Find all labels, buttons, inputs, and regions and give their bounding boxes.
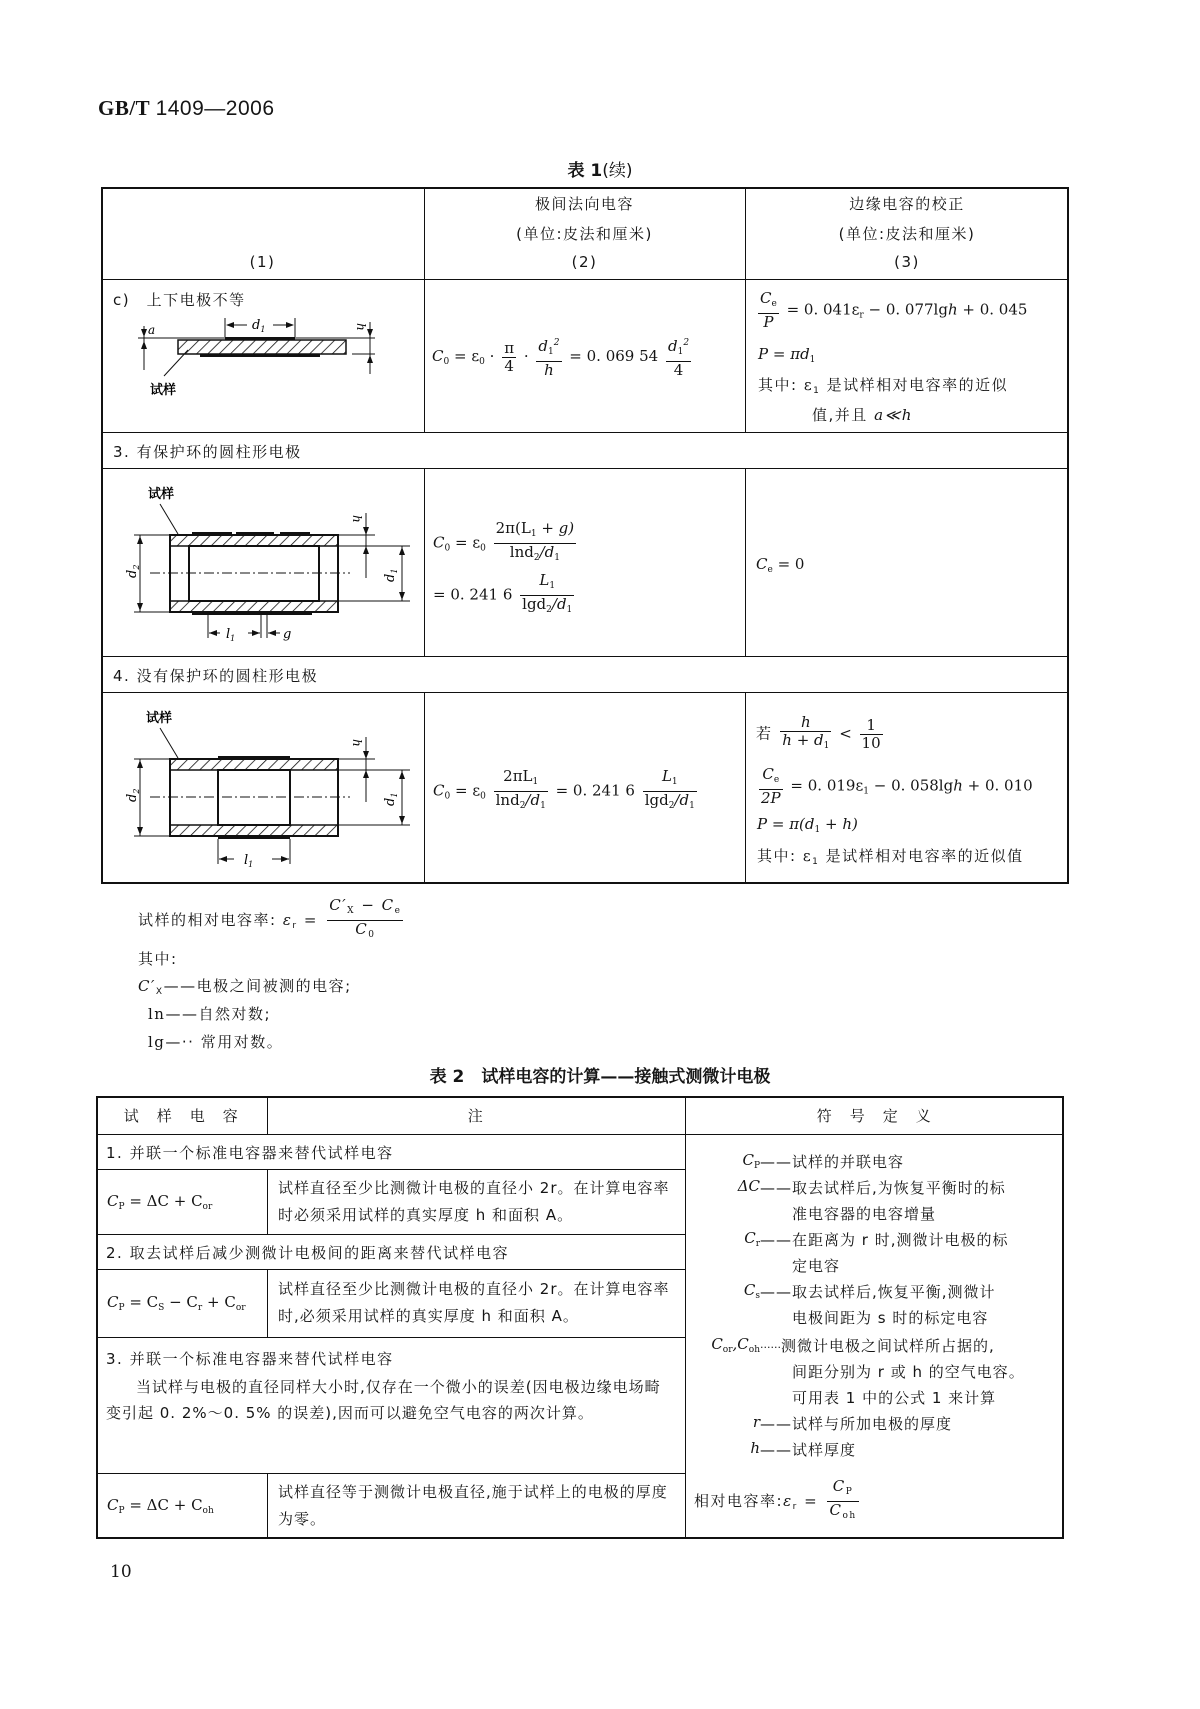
def-cor-coh-cont1: 间距分别为 r 或 h 的空气电容。 [792,1363,1025,1381]
frac-pi4 [502,340,516,375]
eps-sub: 0 [479,357,485,367]
def-symbol-r: r [752,1413,760,1431]
standard-number: 1409—2006 [155,97,275,120]
divider [745,692,746,884]
relative-permittivity-formula: 试样的相对电容率: $\varepsilon_r$ = $\frac{C'_X - C_e}{C_0}$ [138,897,406,944]
row-c-c0-formula [432,335,694,379]
divider [96,1269,685,1270]
divider [101,656,1069,657]
frac-h-hd1: $\frac{h}{h + d_1}$ [782,713,830,751]
t2-row2-formula: $C_P = C_S - C_r + C_{or}$ [107,1293,246,1313]
dim-d1: $d_1$ [383,568,399,582]
t2-section2-title: 2. 取去试样后减少测微计电极间的距离来替代试样电容 [106,1244,510,1262]
section3-c0-line1: $C_0 = \varepsilon_0$ $\frac{2\pi(L_1 + g)}{\ln d_2/d_1}$ [433,520,579,567]
t2-header-capacitance: 试 样 电 容 [123,1107,240,1125]
frac-cx-ce-c0: $\frac{C'_X - C_e}{C_0}$ [329,896,402,940]
divider [96,1473,685,1474]
table2-caption: 表 2 试样电容的计算——接触式测微计电极 [429,1067,771,1087]
page-number: 10 [110,1562,132,1582]
frac-cp-coh: $\frac{C_P}{C_{oh}}$ [829,1477,857,1521]
def-cs: ——取去试样后,恢复平衡,测微计 [760,1283,996,1301]
def-h: ——试样厚度 [760,1441,857,1459]
section3-title: 3. 有保护环的圆柱形电极 [113,443,302,461]
divider [101,468,1069,469]
dim-g: g [283,627,292,642]
divider [96,1337,685,1338]
dim-d1: $d_1$ [252,318,266,334]
specimen-label: 试样 [148,487,175,502]
frac-d1h [536,335,561,379]
divider [101,279,1069,280]
col1-index: (1) [249,253,276,271]
diagram-unguarded-cylinder [120,702,420,872]
t2-relative-permittivity: 相对电容率$:\varepsilon_r$ = $\frac{C_P}{C_{oh}}$ [694,1478,862,1525]
d1-squared: $d_1^2$ [666,335,691,362]
divider [101,692,1069,693]
t2-row3-formula: $C_P = \Delta C + C_{oh}$ [107,1496,214,1516]
coef: = 0. 069 54 [569,347,659,365]
col2-unit: (单位:皮法和厘米) [516,225,653,243]
divider [745,468,746,656]
dim-l1: $l_1$ [244,853,254,869]
pi: π [504,338,515,357]
divider [267,1169,268,1234]
divider [101,432,1069,433]
row-c-edge-line1: $\frac{C_e}{P}$ = 0. $041\varepsilon_r - 0$. 077lgh + 0. 045 [760,289,1028,331]
notes-where: 其中: [138,950,178,968]
row-c-edge-line2: $P = \pi d_1$ [758,345,816,365]
dim-h: h [350,515,364,523]
def-symbol-cr: $C_r$ [744,1229,760,1249]
divider [685,1096,686,1539]
note-item-ln: ln——自然对数; [148,1005,272,1023]
dim-l1: $l_1$ [226,627,236,643]
dim-a: a [148,323,156,337]
row-c-label: c) 上下电极不等 [113,291,246,309]
section4-edge-line4: 其中: $\varepsilon_1$ 是试样相对电容率的近似值 [757,847,1024,867]
dot: · [523,347,529,365]
h: h [544,361,554,379]
t2-section3-paragraph: 当试样与电极的直径同样大小时,仅存在一个微小的误差(因电极边缘电场畸变引起 0. 2%～0. 5% 的误差),因而可以避免空气电容的两次计算。 [106,1378,661,1422]
def-cor-coh: ······测微计电极之间试样所占据的, [760,1337,995,1355]
divider [267,1473,268,1539]
t2-section3-title: 3. 并联一个标准电容器来替代试样电容 [106,1350,394,1368]
col2-title: 极间法向电容 [534,195,634,213]
section4-title: 4. 没有保护环的圆柱形电极 [113,667,319,685]
frac-l1-lg: $\frac{L_1}{\lg d_2/d_1}$ [522,571,573,615]
frac-l1-lg: $\frac{L_1}{\lg d_2/d_1}$ [644,767,695,811]
section3-c0-line2: = 0. 241 6 $\frac{L_1}{\lg d_2/d_1}$ [433,572,577,619]
divider [96,1234,685,1235]
divider [267,1269,268,1337]
t2-row3-note: 试样直径等于测微计电极直径,施于试样上的电极的厚度为零。 [278,1483,668,1528]
row-c-edge-line4: 值,并且 a≪h [812,406,913,424]
section4-edge-line3: $P = \pi(d_1 + h)$ [757,815,858,835]
col3-title: 边缘电容的校正 [849,195,965,213]
standard-code [98,96,275,121]
section3-edge: $C_e = 0$ [756,555,805,575]
note-item-cx: $C'_X——$电极之间被测的电容; [138,977,352,997]
def-symbol-cp: $C_P$ [742,1151,760,1171]
t2-header-note: 注 [467,1107,485,1125]
def-symbol-cor-coh: $C_{or},C_{oh}$ [711,1335,760,1355]
frac-1-10: $\frac{1}{10}$ [861,716,881,752]
frac-ce-p: $\frac{C_e}{P}$ [760,289,777,331]
divider [424,468,425,656]
def-delta-c-cont: 准电容器的电容增量 [792,1205,937,1223]
dim-d1: $d_1$ [383,792,399,806]
divider [424,692,425,884]
eps: ε [471,347,480,365]
col3-index: (3) [894,253,920,271]
t2-header-symbols: 符 号 定 义 [816,1107,933,1125]
d1-squared: $d_1^2$ [536,335,561,362]
table1-caption-suffix: (续) [602,161,633,181]
dim-h: h [350,739,364,747]
def-symbol-h: h [750,1439,760,1457]
dot: · [489,347,495,365]
def-symbol-cs: $C_s$ [743,1281,760,1301]
diagram-unequal-electrodes [130,318,390,418]
divider [96,1134,1064,1135]
specimen-label: 试样 [146,711,173,726]
def-cp: ——试样的并联电容 [760,1153,905,1171]
dim-h: h [354,323,368,331]
t2-row1-formula: $C_P = \Delta C + C_{or}$ [107,1192,213,1212]
def-cr: ——在距离为 r 时,测微计电极的标 [760,1231,1009,1249]
t2-section1-title: 1. 并联一个标准电容器来替代试样电容 [106,1144,394,1162]
note-item-lg: lg—·· 常用对数。 [148,1033,284,1051]
t2-row2-note: 试样直径至少比测微计电极的直径小 2r。在计算电容率时,必须采用试样的真实厚度 h 和面积 A。 [278,1280,670,1325]
c0-symbol: C [432,347,444,365]
four: 4 [504,356,514,375]
dim-d2: $d_2$ [125,788,141,802]
frac-2pil1: $\frac{2\pi L_1}{\ln d_2/d_1}$ [495,767,546,811]
frac-d1-4 [666,335,691,379]
frac-2pi-l1g: $\frac{2\pi(L_1 + g)}{\ln d_2/d_1}$ [495,519,575,563]
table1-caption-label: 表 1 [567,161,603,181]
c0-sub: 0 [443,357,450,367]
col3-unit: (单位:皮法和厘米) [838,225,976,243]
def-cor-coh-cont2: 可用表 1 中的公式 1 来计算 [792,1389,997,1407]
col2-index: (2) [571,253,598,271]
t2-row1-note: 试样直径至少比测微计电极的直径小 2r。在计算电容率时必须采用试样的真实厚度 h 和面积 A。 [278,1179,670,1224]
def-delta-c: ——取去试样后,为恢复平衡时的标 [760,1179,1006,1197]
def-r: ——试样与所加电极的厚度 [760,1415,953,1433]
section4-edge-line1: 若 $\frac{h}{h + d_1}$ < $\frac{1}{10}$ [756,714,886,755]
frac-ce-2p: $\frac{C_e}{2P}$ [761,765,781,807]
section4-edge-line2: $\frac{C_e}{2P}$ = 0. $019\varepsilon_1 - 0$. 058lgh + 0. 010 [761,765,1033,807]
diagram-guarded-cylinder [120,478,420,648]
def-symbol-delta-c: ΔC [737,1177,760,1195]
row-c-edge-line3: 其中: $\varepsilon_1$ 是试样相对电容率的近似 [758,376,1009,396]
def-cs-cont: 电极间距为 s 时的标定电容 [792,1309,989,1327]
specimen-label: 试样 [150,383,177,398]
def-cr-cont: 定电容 [792,1257,841,1275]
table1-caption [0,156,1200,181]
four: 4 [673,361,684,379]
dim-d2: $d_2$ [125,564,141,578]
divider [96,1169,685,1170]
standard-prefix: GB/T [98,96,150,120]
section4-c0-formula: $C_0 = \varepsilon_0$ $\frac{2\pi L_1}{\ln d_2/d_1}$ = 0. 241 6 $\frac{L_1}{\lg d_2/d_1}$ [433,768,700,815]
eq: = [454,347,467,365]
